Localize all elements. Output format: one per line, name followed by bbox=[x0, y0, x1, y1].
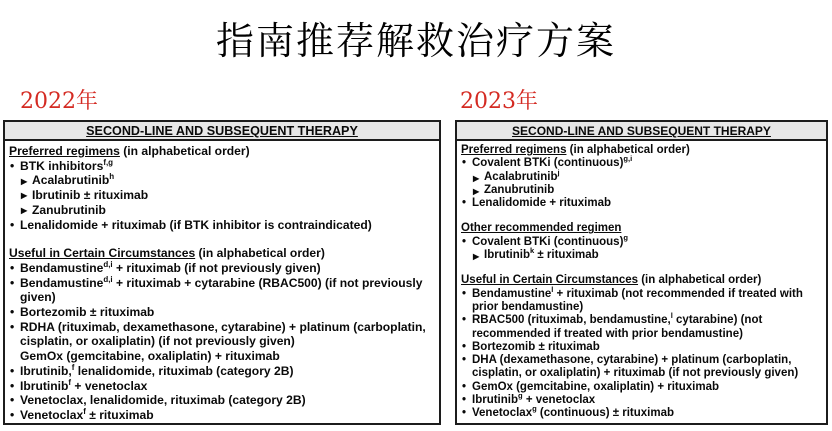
regimen-text: + venetoclax bbox=[522, 394, 596, 407]
footnote-superscript: f bbox=[71, 362, 75, 372]
regimen-text: Ibrutinib bbox=[472, 394, 518, 407]
footnote-superscript: k bbox=[530, 246, 535, 256]
regimen-text: Preferred regimens bbox=[461, 144, 567, 156]
regimen-text: GemOx (gemcitabine, oxaliplatin) + rituximab bbox=[20, 349, 280, 364]
bullet-marker-icon: • bbox=[462, 380, 467, 393]
regimen-text: Ibrutinib, bbox=[20, 363, 72, 378]
footnote-superscript: g bbox=[623, 232, 629, 242]
bullet-marker-icon: • bbox=[462, 314, 467, 327]
regimen-text: DHA (dexamethasone, cytarabine) + platinum (carboplatin, cisplatin, or oxaliplatin) + rituximab (if not previously given) bbox=[472, 354, 799, 380]
section-heading bbox=[9, 246, 436, 261]
bullet-marker-icon: • bbox=[10, 363, 15, 378]
regimen-text: (in alphabetical order) bbox=[638, 274, 762, 287]
regimen-text: Venetoclax, lenalidomide, rituximab (category 2B) bbox=[20, 393, 306, 408]
regimen-text: Ibrutinib bbox=[484, 249, 530, 262]
regimen-line bbox=[461, 381, 823, 394]
regimen-text: Useful in Certain Circumstances bbox=[9, 246, 196, 261]
regimen-text: + rituximab (if not previously given) bbox=[112, 260, 321, 275]
regimen-line bbox=[9, 173, 436, 188]
regimen-text: ± rituximab bbox=[534, 249, 599, 262]
regimen-text: RDHA (rituximab, dexamethasone, cytarabine) + platinum (carboplatin, cisplatin, or oxaliplatin) (if not previously given) bbox=[20, 319, 426, 349]
regimen-text: Other recommended regimen bbox=[461, 222, 622, 235]
footnote-superscript: f bbox=[83, 406, 86, 416]
section-heading bbox=[461, 144, 823, 157]
regimen-line bbox=[9, 159, 436, 174]
regimen-text: Zanubrutinib bbox=[484, 183, 555, 196]
regimen-text: GemOx (gemcitabine, oxaliplatin) + rituximab bbox=[472, 380, 719, 393]
regimen-line bbox=[461, 284, 823, 315]
regimen-text: + rituximab + cytarabine (RBAC500) (if not previously given) bbox=[20, 275, 423, 305]
bullet-marker-icon: • bbox=[462, 235, 467, 248]
bullet-marker-icon: • bbox=[462, 157, 467, 170]
footnote-superscript: l bbox=[551, 284, 554, 294]
regimen-text: Covalent BTKi (continuous) bbox=[472, 235, 624, 248]
regimen-text: Preferred regimens bbox=[9, 144, 120, 158]
arrow-marker-icon: ▶ bbox=[473, 187, 480, 197]
therapy-table-2023 bbox=[455, 120, 828, 425]
spacer-line bbox=[461, 210, 823, 222]
page-title: 指南推荐解救治疗方案 bbox=[215, 19, 616, 63]
bullet-marker-icon: • bbox=[10, 158, 15, 173]
regimen-text: Lenalidomide + rituximab (if BTK inhibitor is contraindicated) bbox=[20, 217, 372, 232]
regimen-text: Useful in Certain Circumstances bbox=[461, 274, 639, 287]
regimen-text: Bortezomib ± rituximab bbox=[472, 340, 600, 353]
regimen-text: Zanubrutinib bbox=[32, 202, 106, 217]
regimen-line bbox=[9, 408, 436, 423]
regimen-text: Venetoclax bbox=[20, 407, 84, 422]
footnote-superscript: j bbox=[557, 167, 560, 177]
regimen-line bbox=[461, 311, 823, 341]
footnote-superscript: g bbox=[532, 404, 537, 414]
bullet-marker-icon: • bbox=[462, 287, 467, 300]
year-label-2023: 2023年 bbox=[460, 89, 538, 114]
regimen-text: Ibrutinib ± rituximab bbox=[32, 188, 149, 203]
regimen-line bbox=[9, 393, 436, 408]
bullet-marker-icon: • bbox=[462, 407, 467, 420]
regimen-line bbox=[461, 341, 823, 354]
regimen-text: Ibrutinib bbox=[20, 378, 69, 393]
bullet-marker-icon: • bbox=[10, 407, 15, 422]
regimen-line bbox=[9, 364, 436, 379]
regimen-line bbox=[9, 203, 436, 218]
footnote-superscript: l bbox=[670, 311, 673, 321]
regimen-line bbox=[9, 379, 436, 394]
arrow-marker-icon: ▶ bbox=[21, 191, 28, 201]
table-body-2022 bbox=[5, 141, 439, 423]
regimen-text: BTK inhibitors bbox=[20, 158, 104, 173]
regimen-text: (continuous) ± rituximab bbox=[536, 407, 675, 420]
regimen-line bbox=[9, 320, 436, 349]
regimen-line bbox=[461, 197, 823, 210]
bullet-marker-icon: • bbox=[10, 260, 15, 275]
regimen-line bbox=[461, 391, 823, 407]
footnote-superscript: d,i bbox=[103, 259, 113, 269]
regimen-text: RBAC500 (rituximab, bendamustine, bbox=[472, 314, 671, 327]
arrow-marker-icon: ▶ bbox=[21, 206, 28, 216]
regimen-text: Bortezomib ± rituximab bbox=[20, 305, 155, 320]
regimen-line bbox=[9, 261, 436, 276]
bullet-marker-icon: • bbox=[462, 340, 467, 353]
table-header-2023 bbox=[457, 122, 826, 141]
regimen-line bbox=[461, 404, 823, 420]
table-header-text: SECOND-LINE AND SUBSEQUENT THERAPY bbox=[86, 124, 358, 138]
regimen-text: Acalabrutinib bbox=[32, 173, 110, 188]
regimen-line bbox=[461, 184, 823, 197]
regimen-line bbox=[9, 188, 436, 203]
regimen-text: cytarabine) (not recommended if treated with prior bendamustine) bbox=[472, 314, 763, 340]
regimen-text: Covalent BTKi (continuous) bbox=[472, 157, 624, 170]
regimen-text: ± rituximab bbox=[85, 407, 154, 422]
regimen-text: Venetoclax bbox=[472, 407, 533, 420]
regimen-text: Bendamustine bbox=[472, 287, 552, 300]
regimen-line bbox=[461, 154, 823, 170]
footnote-superscript: g bbox=[518, 391, 523, 401]
regimen-line bbox=[461, 246, 823, 262]
bullet-marker-icon: • bbox=[10, 393, 15, 408]
regimen-line bbox=[461, 167, 823, 184]
arrow-marker-icon: ▶ bbox=[473, 252, 480, 262]
therapy-table-2022 bbox=[3, 120, 441, 425]
bullet-marker-icon: • bbox=[10, 217, 15, 232]
bullet-marker-icon: • bbox=[462, 394, 467, 407]
year-label-2022: 2022年 bbox=[20, 89, 98, 114]
regimen-text: + venetoclax bbox=[71, 378, 148, 393]
footnote-superscript: h bbox=[109, 172, 115, 182]
section-heading bbox=[461, 222, 823, 235]
regimen-line bbox=[9, 305, 436, 320]
regimen-text: Bendamustine bbox=[20, 275, 104, 290]
regimen-line bbox=[9, 349, 436, 364]
table-header-text: SECOND-LINE AND SUBSEQUENT THERAPY bbox=[512, 124, 771, 138]
regimen-text: Acalabrutinib bbox=[484, 170, 558, 183]
spacer-line bbox=[9, 232, 436, 246]
table-header-2022 bbox=[5, 122, 439, 141]
spacer-line bbox=[461, 262, 823, 274]
bullet-marker-icon: • bbox=[10, 378, 15, 393]
arrow-marker-icon: ▶ bbox=[21, 176, 28, 186]
table-body-2023 bbox=[457, 141, 826, 421]
section-heading bbox=[9, 144, 436, 159]
regimen-text: (in alphabetical order) bbox=[119, 144, 250, 158]
regimen-text: lenalidomide, rituximab (category 2B) bbox=[74, 363, 294, 378]
regimen-text: (in alphabetical order) bbox=[566, 144, 690, 156]
footnote-superscript: d,i bbox=[103, 274, 113, 284]
bullet-marker-icon: • bbox=[10, 275, 15, 290]
regimen-text: Bendamustine bbox=[20, 260, 104, 275]
regimen-line bbox=[461, 232, 823, 249]
bullet-marker-icon: • bbox=[462, 197, 467, 210]
footnote-superscript: g,i bbox=[623, 154, 633, 164]
bullet-marker-icon: • bbox=[10, 319, 15, 334]
regimen-line bbox=[9, 218, 436, 233]
footnote-superscript: f,g bbox=[103, 157, 114, 167]
bullet-marker-icon: • bbox=[10, 305, 15, 320]
regimen-text: + rituximab (not recommended if treated with prior bendamustine) bbox=[472, 287, 803, 313]
arrow-marker-icon: ▶ bbox=[473, 173, 480, 183]
regimen-line bbox=[461, 354, 823, 381]
regimen-line bbox=[9, 276, 436, 305]
footnote-superscript: f bbox=[68, 377, 72, 387]
bullet-marker-icon: • bbox=[462, 354, 467, 367]
regimen-text: Lenalidomide + rituximab bbox=[472, 197, 611, 210]
section-heading bbox=[461, 274, 823, 287]
regimen-text: (in alphabetical order) bbox=[195, 246, 325, 261]
